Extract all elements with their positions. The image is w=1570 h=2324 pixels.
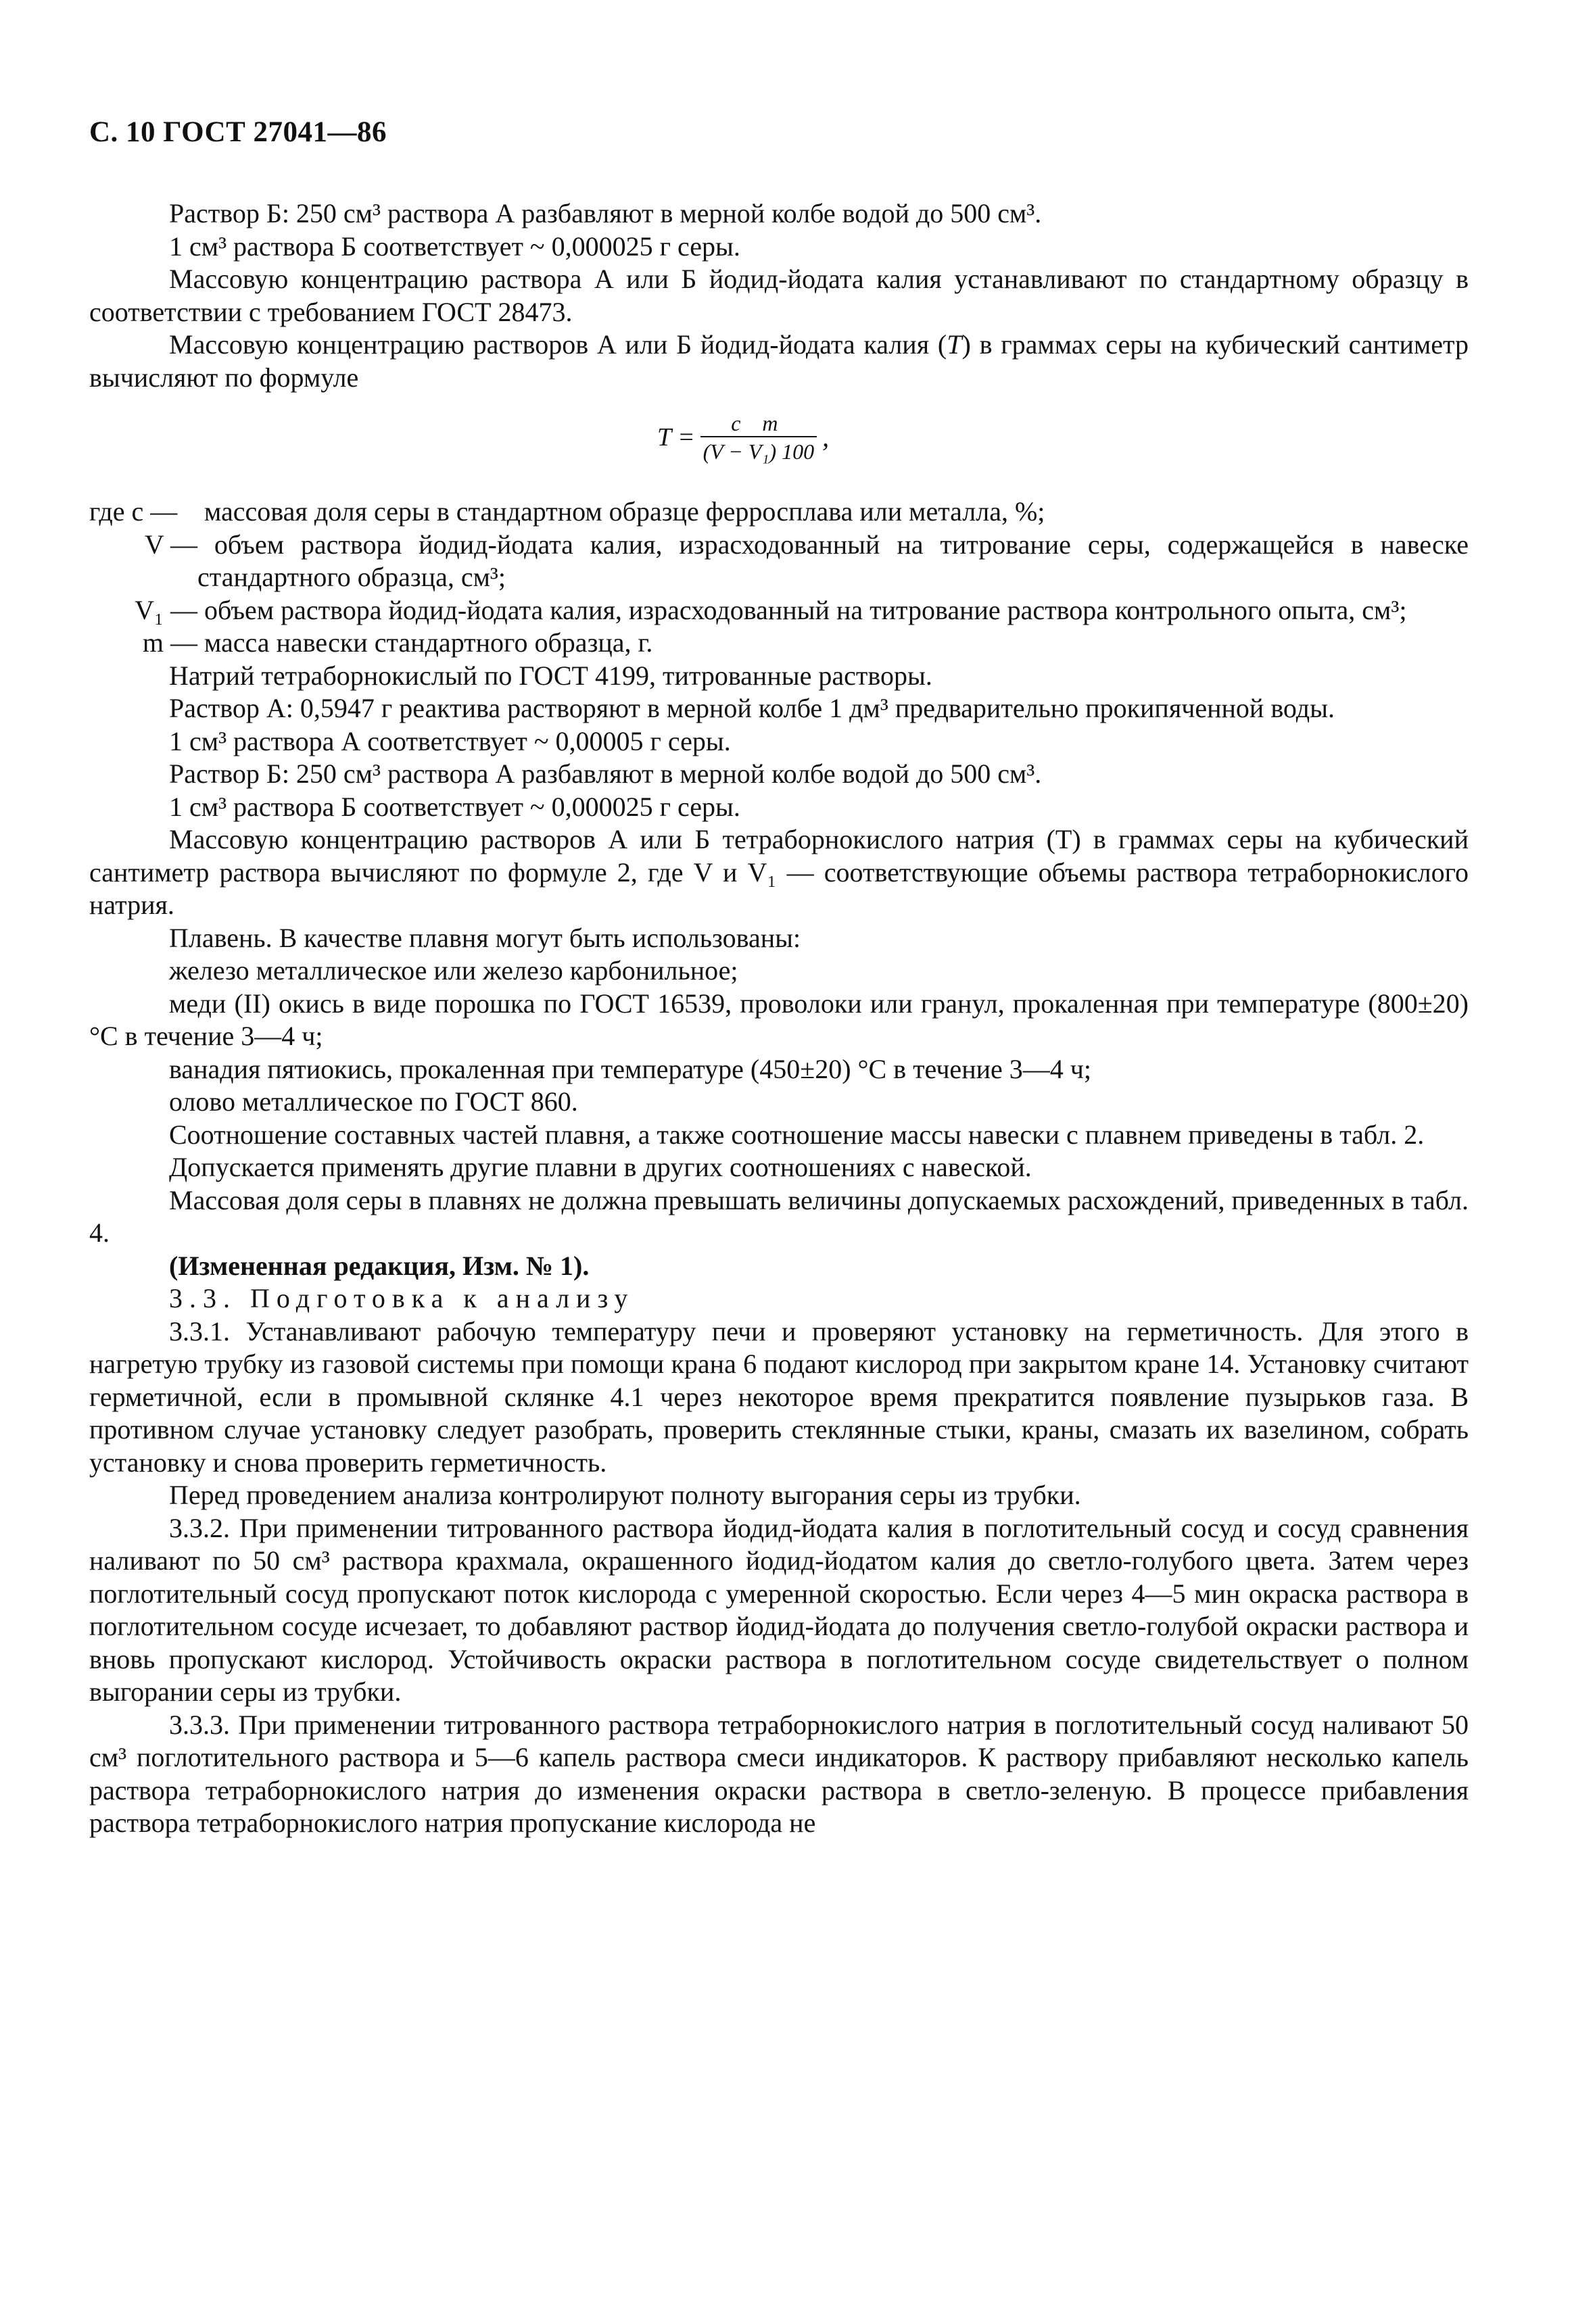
formula [89, 397, 1469, 491]
paragraph: Массовую концентрацию раствора А или Б йодид-йодата калия устанавливают по стандартному образцу в соответствии с требованием ГОСТ 28473. [89, 264, 1469, 327]
paragraph: 1 см³ раствора А соответствует ~ 0,00005 г серы. [169, 725, 731, 756]
symbol-t: T [947, 329, 962, 360]
paragraph: 1 см³ раствора Б соответствует ~ 0,000025 г серы. [169, 231, 740, 262]
section-heading: 3.3. Подготовка к анализу [169, 1283, 635, 1313]
paragraph-text: ) в граммах серы на кубический сантиметр вычисляют по формуле [89, 329, 1469, 393]
definition-v [89, 529, 1469, 594]
formula-fraction [700, 410, 817, 464]
paragraph: 3.3.3. При применении титрованного раствора тетраборнокислого натрия в поглотительный сосуд наливают 50 см³ поглотительного раствора и 5—6 капель раствора смеси индикаторов. К раствору прибавляют несколько капель раствора тетраборнокислого натрия до изменения окраски раствора в светло-зеленую. В процессе прибавления раствора тетраборнокислого натрия пропускание кислорода не [89, 1709, 1469, 1838]
formula-lhs: T = [657, 422, 695, 452]
definition-text: объем раствора йодид-йодата калия, израсходованный на титрование раствора контрольного опыта, см³; [204, 594, 1407, 625]
definition-m [89, 627, 1469, 660]
paragraph: Перед проведением анализа контролируют полноту выгорания серы из трубки. [169, 1480, 1081, 1510]
paragraph: железо металлическое или железо карбонильное; [169, 955, 738, 986]
paragraph: ванадия пятиокись, прокаленная при температуре (450±20) °С в течение 3—4 ч; [169, 1053, 1091, 1084]
text-block-top [89, 197, 1469, 1840]
paragraph: Плавень. В качестве плавня могут быть использованы: [169, 922, 801, 953]
definition-symbol: V — [144, 529, 197, 560]
paragraph: Натрий тетраборнокислый по ГОСТ 4199, титрованные растворы. [169, 660, 932, 691]
formula-numerator: c m [731, 411, 786, 435]
formula-trailing: , [822, 421, 830, 452]
paragraph: 3.3.1. Устанавливают рабочую температуру печи и проверяют установку на герметичность. Для этого в нагретую трубку из газовой системы при помощи крана 6 подают кислород при закрытом кране 14. Установку считают герметичной, если в промывной склянке 4.1 через некоторое время прекратится появление пузырьков газа. В противном случае установку следует разобрать, проверить стеклянные стыки, краны, смазать их вазелином, собрать установку и снова проверить герметичность. [89, 1315, 1469, 1478]
definition-text: масса навески стандартного образца, г. [204, 627, 653, 658]
paragraph: меди (II) окись в виде порошка по ГОСТ 16539, проволоки или гранул, прокаленная при температуре (800±20) °С в течение 3—4 ч; [89, 988, 1469, 1051]
paragraph: олово металлическое по ГОСТ 860. [169, 1086, 578, 1117]
definition-symbol: V₁ — [135, 594, 197, 625]
paragraph: Массовую концентрацию растворов А или Б тетраборнокислого натрия (T) в граммах серы на кубический сантиметр раствора вычисляют по формуле 2, где V и V₁ — соответствующие объемы раствора тетраборнокислого натрия. [89, 824, 1469, 920]
paragraph: Раствор А: 0,5947 г реактива растворяют в мерной колбе 1 дм³ предварительно прокипяченной воды. [169, 693, 1335, 723]
paragraph: Массовая доля серы в плавнях не должна превышать величины допускаемых расхождений, приведенных в табл. 4. [89, 1184, 1469, 1248]
running-header: С. 10 ГОСТ 27041—86 [89, 116, 387, 148]
paragraph: Допускается применять другие плавни в других соотношениях с навеской. [169, 1152, 1032, 1182]
paragraph: Раствор Б: 250 см³ раствора А разбавляют в мерной колбе водой до 500 см³. [169, 198, 1042, 228]
definition-symbol: где c — [89, 496, 178, 527]
paragraph-text: Массовую концентрацию растворов А или Б йодид-йодата калия ( [169, 329, 947, 360]
paragraph: 1 см³ раствора Б соответствует ~ 0,000025 г серы. [169, 791, 740, 822]
definition-text: массовая доля серы в стандартном образце ферросплава или металла, %; [204, 496, 1045, 527]
paragraph [89, 329, 1469, 394]
paragraph: 3.3.2. При применении титрованного раствора йодид-йодата калия в поглотительный сосуд и сосуд сравнения наливают по 50 см³ раствора крахмала, окрашенного йодид-йодатом калия до светло-голубого цвета. Затем через поглотительный сосуд пропускают поток кислорода с умеренной скоростью. Если через 4—5 мин окраска раствора в поглотительном сосуде исчезает, то добавляют раствор йодид-йодата до получения светло-голубой окраски раствора и вновь пропускают кислород. Устойчивость окраски раствора в поглотительном сосуде свидетельствует о полном выгорании серы из трубки. [89, 1512, 1469, 1707]
definition-symbol: m — [142, 627, 197, 658]
definition-c [89, 495, 1469, 529]
definition-text: объем раствора йодид-йодата калия, израсходованный на титрование серы, содержащейся в навеске стандартного образца, см³; [197, 529, 1469, 592]
definition-v1 [89, 594, 1469, 627]
formula-denominator: (V − V₁) 100 [700, 436, 817, 464]
amendment-note: (Измененная редакция, Изм. № 1). [169, 1250, 590, 1281]
paragraph: Раствор Б: 250 см³ раствора А разбавляют в мерной колбе водой до 500 см³. [169, 758, 1042, 789]
paragraph: Соотношение составных частей плавня, а также соотношение массы навески с плавнем приведены в табл. 2. [169, 1119, 1425, 1150]
